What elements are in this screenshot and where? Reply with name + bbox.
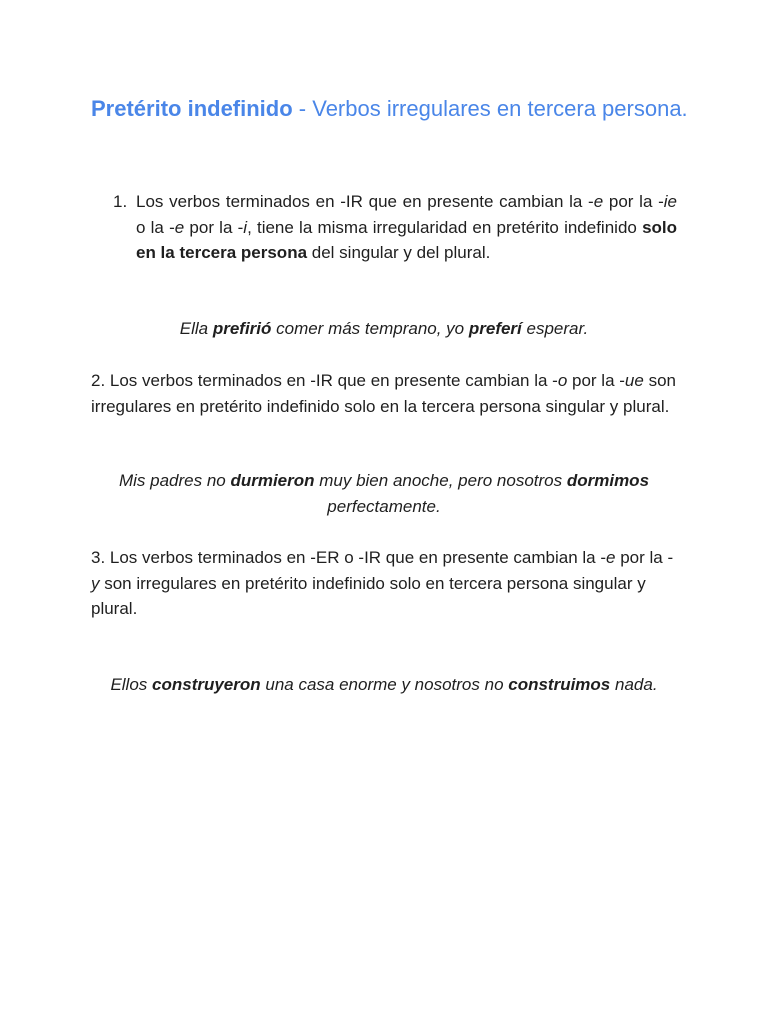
text-run: comer más temprano, yo bbox=[271, 319, 469, 338]
bold-verb: construyeron bbox=[152, 675, 261, 694]
text-run: por la - bbox=[184, 217, 244, 237]
italic-run: e bbox=[174, 217, 185, 237]
text-run: , tiene la misma irregularidad en pretérito indefinido bbox=[247, 217, 643, 237]
bold-verb: dormimos bbox=[566, 471, 650, 490]
text-run: muy bien anoche, pero nosotros bbox=[314, 471, 567, 490]
italic-run: ie bbox=[663, 192, 677, 211]
text-run: perfectamente. bbox=[327, 496, 441, 516]
text-run: Ellos bbox=[110, 675, 153, 694]
text-run: esperar. bbox=[521, 319, 589, 338]
bold-verb: durmieron bbox=[230, 471, 315, 490]
italic-run: o bbox=[557, 371, 568, 390]
text-run: por la - bbox=[567, 371, 625, 390]
page-title bbox=[91, 92, 691, 126]
bold-run: solo en la tercera persona bbox=[136, 217, 678, 262]
text-run: 2. Los verbos terminados en -IR que en presente cambian la - bbox=[91, 371, 558, 390]
text-run: una casa enorme y nosotros no bbox=[260, 675, 509, 694]
italic-run: e bbox=[593, 192, 604, 211]
list-number: 1. bbox=[113, 192, 128, 211]
text-run: son irregulares en pretérito indefinido solo en tercera persona singular y plural. bbox=[91, 573, 646, 618]
text-run: nada. bbox=[610, 675, 658, 694]
rule-paragraph-1 bbox=[136, 189, 677, 266]
bold-verb: construimos bbox=[508, 675, 611, 694]
italic-run: i bbox=[243, 217, 248, 237]
text-run: 3. Los verbos terminados en -ER o -IR que en presente cambian la - bbox=[91, 548, 606, 567]
text-run: por la - bbox=[603, 192, 664, 211]
example-sentence-3 bbox=[91, 672, 677, 698]
example-sentence-2 bbox=[91, 468, 677, 519]
text-run: del singular y del plural. bbox=[307, 243, 491, 262]
italic-run: e bbox=[606, 548, 616, 567]
text-run: o la - bbox=[136, 217, 175, 237]
italic-run: ue bbox=[624, 371, 644, 390]
italic-run: y bbox=[91, 573, 100, 593]
example-sentence-1 bbox=[91, 316, 677, 342]
bold-verb: preferí bbox=[468, 319, 522, 338]
bold-verb: prefirió bbox=[212, 319, 272, 338]
title-rest: - Verbos irregulares en tercera persona. bbox=[292, 96, 688, 121]
text-run: son irregulares en pretérito indefinido solo en la tercera persona singular y plural. bbox=[91, 371, 676, 416]
text-run: Mis padres no bbox=[118, 471, 231, 490]
rule-paragraph-2 bbox=[91, 368, 677, 419]
rule-paragraph-3 bbox=[91, 545, 677, 622]
text-run: Ella bbox=[179, 319, 213, 338]
text-run: Los verbos terminados en -IR que en presente cambian la - bbox=[136, 192, 594, 211]
text-run: por la - bbox=[615, 548, 674, 567]
title-bold: Pretérito indefinido bbox=[91, 96, 293, 121]
